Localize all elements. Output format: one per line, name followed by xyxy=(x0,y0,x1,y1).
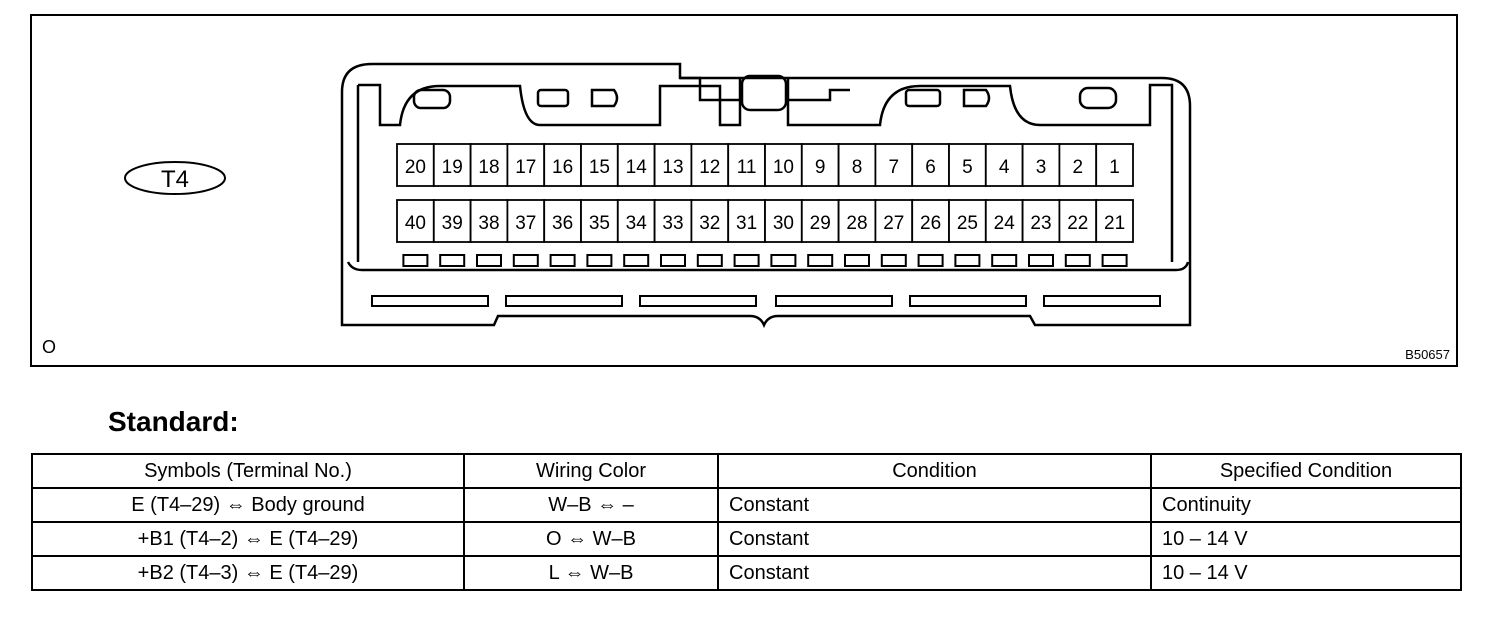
terminal-number-33: 33 xyxy=(662,213,684,234)
terminal-lock-tab xyxy=(514,255,538,266)
terminal-number-39: 39 xyxy=(441,213,463,234)
col-header-symbols: Symbols (Terminal No.) xyxy=(32,454,464,488)
terminal-lock-tab xyxy=(440,255,464,266)
figure-code: B50657 xyxy=(1405,347,1450,362)
connector-id-badge xyxy=(125,162,225,194)
terminal-number-26: 26 xyxy=(920,213,942,234)
terminal-number-3: 3 xyxy=(1035,157,1047,178)
terminal-number-27: 27 xyxy=(883,213,905,234)
terminal-lock-tab xyxy=(1066,255,1090,266)
standard-spec-table xyxy=(31,453,1462,591)
terminal-number-37: 37 xyxy=(515,213,537,234)
cell-symbols: +B2 (T4–3) ⇔ E (T4–29) xyxy=(32,556,464,590)
corner-mark: O xyxy=(42,337,57,357)
terminal-lock-tab xyxy=(661,255,685,266)
terminal-lock-tab xyxy=(735,255,759,266)
terminal-number-22: 22 xyxy=(1067,213,1089,234)
terminal-number-29: 29 xyxy=(809,213,831,234)
terminal-lock-tab xyxy=(882,255,906,266)
terminal-number-4: 4 xyxy=(998,157,1010,178)
table-row xyxy=(32,556,1461,590)
terminal-lock-tab xyxy=(919,255,943,266)
terminal-number-20: 20 xyxy=(404,157,426,178)
terminal-number-25: 25 xyxy=(956,213,978,234)
terminal-number-9: 9 xyxy=(814,157,826,178)
terminal-number-19: 19 xyxy=(441,157,463,178)
cell-wiring-color: W–B ⇔ – xyxy=(464,488,718,522)
terminal-lock-tab xyxy=(808,255,832,266)
terminal-lock-tab xyxy=(992,255,1016,266)
cell-specified-condition: Continuity xyxy=(1151,488,1461,522)
terminal-number-5: 5 xyxy=(962,157,973,178)
terminal-number-2: 2 xyxy=(1072,157,1084,178)
cell-wiring-color: O ⇔ W–B xyxy=(464,522,718,556)
table-header-row xyxy=(32,454,1461,488)
terminal-lock-tab xyxy=(624,255,648,266)
terminal-number-21: 21 xyxy=(1104,213,1126,234)
cell-specified-condition: 10 – 14 V xyxy=(1151,522,1461,556)
col-header-condition: Condition xyxy=(718,454,1151,488)
terminal-number-15: 15 xyxy=(588,157,610,178)
terminal-number-23: 23 xyxy=(1030,213,1052,234)
terminal-number-11: 11 xyxy=(736,157,757,178)
terminal-number-14: 14 xyxy=(625,157,647,178)
terminal-lock-tab xyxy=(551,255,575,266)
terminal-lock-tab xyxy=(477,255,501,266)
terminal-lock-tab xyxy=(845,255,869,266)
terminal-number-38: 38 xyxy=(478,213,500,234)
terminal-lock-tab xyxy=(403,255,427,266)
terminal-number-30: 30 xyxy=(772,213,794,234)
terminal-number-10: 10 xyxy=(772,157,794,178)
terminal-lock-tab xyxy=(698,255,722,266)
cell-symbols: +B1 (T4–2) ⇔ E (T4–29) xyxy=(32,522,464,556)
col-header-wiring-color: Wiring Color xyxy=(464,454,718,488)
table-row xyxy=(32,488,1461,522)
terminal-number-8: 8 xyxy=(851,157,863,178)
cell-symbols: E (T4–29) ⇔ Body ground xyxy=(32,488,464,522)
terminal-number-34: 34 xyxy=(625,213,647,234)
terminal-number-18: 18 xyxy=(478,157,500,178)
connector-housing xyxy=(342,64,1190,325)
terminal-lock-tab xyxy=(1103,255,1127,266)
col-header-specified-condition: Specified Condition xyxy=(1151,454,1461,488)
terminal-number-31: 31 xyxy=(736,213,758,234)
terminal-number-7: 7 xyxy=(888,157,900,178)
cell-wiring-color: L ⇔ W–B xyxy=(464,556,718,590)
connector-bottom-rails xyxy=(372,296,1160,306)
terminal-lock-tab xyxy=(587,255,611,266)
terminal-number-12: 12 xyxy=(699,157,721,178)
cell-condition: Constant xyxy=(718,556,1151,590)
terminal-number-28: 28 xyxy=(846,213,868,234)
terminal-number-13: 13 xyxy=(662,157,684,178)
table-row xyxy=(32,522,1461,556)
connector-id-label: T4 xyxy=(160,166,190,193)
terminal-number-6: 6 xyxy=(925,157,936,178)
terminal-lock-tab xyxy=(771,255,795,266)
terminal-number-17: 17 xyxy=(515,157,537,178)
terminal-lock-tab xyxy=(1029,255,1053,266)
terminal-number-24: 24 xyxy=(993,213,1015,234)
terminal-number-16: 16 xyxy=(552,157,574,178)
terminal-number-36: 36 xyxy=(552,213,574,234)
cell-specified-condition: 10 – 14 V xyxy=(1151,556,1461,590)
standard-heading: Standard: xyxy=(108,406,239,437)
lower-locking-tabs xyxy=(403,255,1126,266)
cell-condition: Constant xyxy=(718,488,1151,522)
terminal-number-32: 32 xyxy=(699,213,721,234)
terminal-lock-tab xyxy=(955,255,979,266)
terminal-number-35: 35 xyxy=(588,213,610,234)
terminal-number-40: 40 xyxy=(404,213,426,234)
terminal-number-1: 1 xyxy=(1109,157,1120,178)
cell-condition: Constant xyxy=(718,522,1151,556)
terminal-grid xyxy=(397,144,1133,242)
